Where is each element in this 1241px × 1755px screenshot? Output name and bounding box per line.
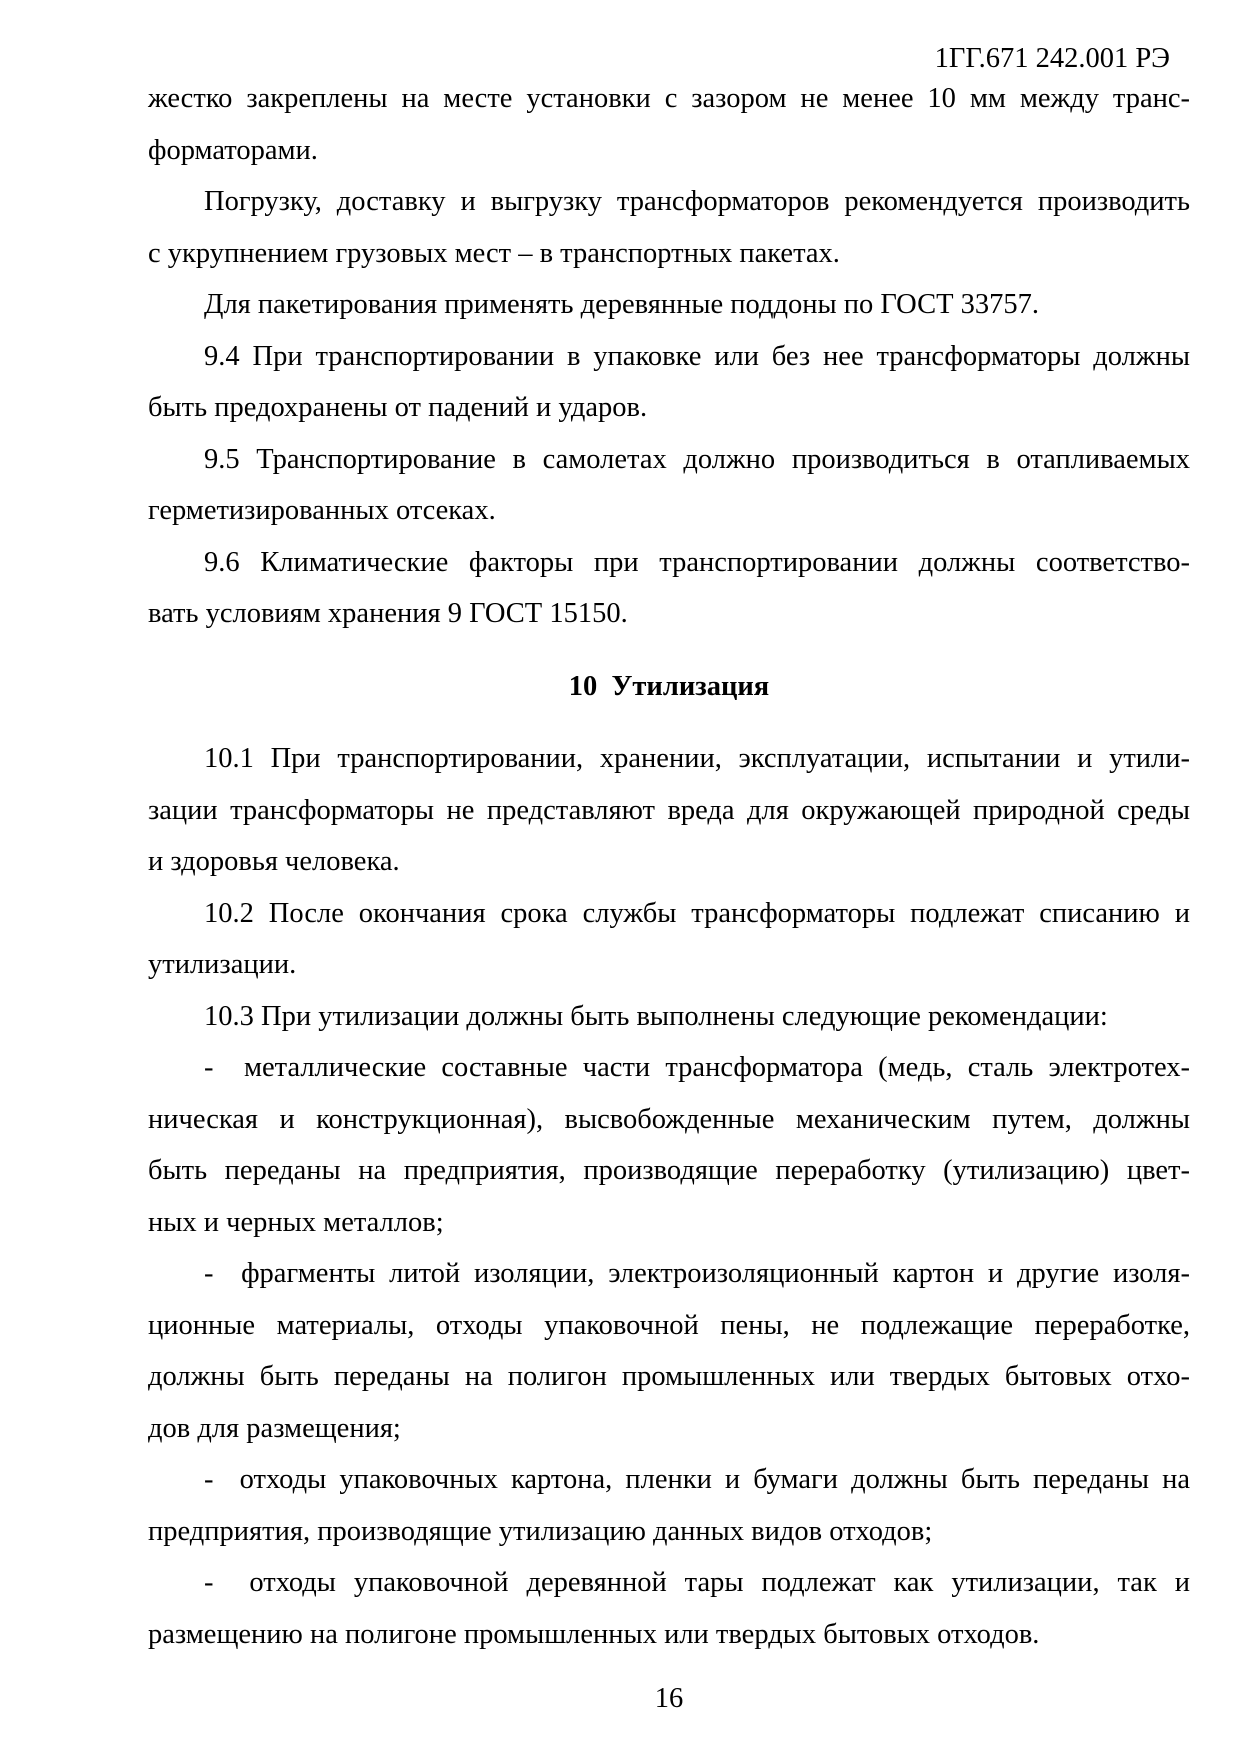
text-line: 9.6 Климатические факторы при транспортировании должны соответство- xyxy=(204,546,1190,578)
text-line: ционные материалы, отходы упаковочной пены, не подлежащие переработке, xyxy=(148,1309,1190,1341)
text-line: ническая и конструкционная), высвобожденные механическим путем, должны xyxy=(148,1103,1190,1135)
document-code-header: 1ГГ.671 242.001 РЭ xyxy=(934,43,1170,74)
text-line: дов для размещения; xyxy=(148,1412,401,1444)
text-line: 10.3 При утилизации должны быть выполнены следующие рекомендации: xyxy=(204,1000,1108,1032)
text-line: размещению на полигоне промышленных или твердых бытовых отходов. xyxy=(148,1618,1040,1650)
text-line: - фрагменты литой изоляции, электроизоляционный картон и другие изоля- xyxy=(204,1258,1190,1289)
document-content xyxy=(148,0,1190,1755)
text-line: быть переданы на предприятия, производящие переработку (утилизацию) цвет- xyxy=(148,1155,1190,1186)
text-line: 9.4 При транспортировании в упаковке или без нее трансформаторы должны xyxy=(204,340,1190,372)
text-line: 9.5 Транспортирование в самолетах должно производиться в отапливаемых xyxy=(204,443,1190,475)
text-line: быть предохранены от падений и ударов. xyxy=(148,392,648,423)
text-line: предприятия, производящие утилизацию данных видов отходов; xyxy=(148,1515,933,1547)
text-line: жестко закреплены на месте установки с зазором не менее 10 мм между транс- xyxy=(148,83,1190,114)
text-line: зации трансформаторы не представляют вреда для окружающей природной среды xyxy=(148,794,1190,826)
text-line: и здоровья человека. xyxy=(148,846,400,877)
section-heading: 10 Утилизация xyxy=(568,670,770,702)
text-line: утилизации. xyxy=(148,949,297,980)
text-line: ных и черных металлов; xyxy=(148,1206,444,1238)
text-line: герметизированных отсеках. xyxy=(148,495,496,526)
text-line: - металлические составные части трансформатора (медь, сталь электротех- xyxy=(204,1052,1190,1083)
text-line: форматорами. xyxy=(148,134,318,166)
text-line: - отходы упаковочных картона, пленки и бумаги должны быть переданы на xyxy=(204,1464,1190,1495)
text-line: - отходы упаковочной деревянной тары подлежат как утилизации, так и xyxy=(204,1567,1190,1598)
text-line: Погрузку, доставку и выгрузку трансформаторов рекомендуется производить xyxy=(204,186,1190,217)
text-line: вать условиям хранения 9 ГОСТ 15150. xyxy=(148,598,628,629)
text-line: должны быть переданы на полигон промышленных или твердых бытовых отхо- xyxy=(148,1361,1190,1392)
text-line: 10.2 После окончания срока службы трансформаторы подлежат списанию и xyxy=(204,897,1190,929)
text-line: с укрупнением грузовых мест – в транспортных пакетах. xyxy=(148,237,840,269)
page-number: 16 xyxy=(654,1683,684,1714)
text-line: Для пакетирования применять деревянные поддоны по ГОСТ 33757. xyxy=(204,289,1040,320)
text-line: 10.1 При транспортировании, хранении, эксплуатации, испытании и утили- xyxy=(204,743,1190,774)
